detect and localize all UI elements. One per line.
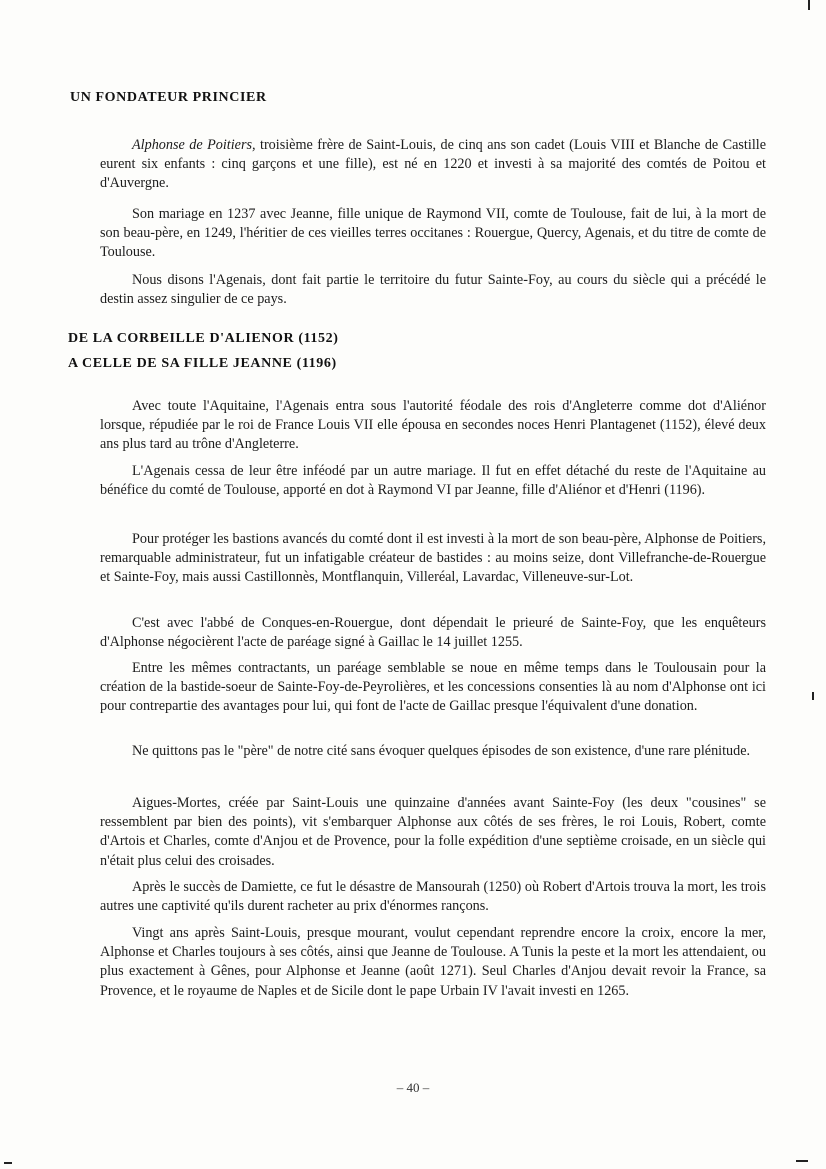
paragraph-infeode: L'Agenais cessa de leur être inféodé par un autre mariage. Il fut en effet détaché du reste de l'Aquitaine au bénéfice du comté de Toulouse, apporté en dot à Raymond VI par Jeanne, fille d'Aliénor et d'Henri (1196). [100,463,766,499]
paragraph-alphonse-intro [100,136,766,194]
paragraph-bastides: Pour protéger les bastions avancés du comté dont il est investi à la mort de son beau-père, Alphonse de Poitiers, remarquable administrateur, fut un infatigable créateur de bastides : au moins seize, dont Villefranche-de-Rouergue et Sainte-Foy, mais aussi Castillonnès, Montflanquin, Villeréal, Lavardac, Villeneuve-sur-Lot. [100,531,766,586]
paragraph-pareage-gaillac: C'est avec l'abbé de Conques-en-Rouergue, dont dépendait le prieuré de Sainte-Foy, que les enquêteurs d'Alphonse négocièrent l'acte de paréage signé à Gaillac le 14 juillet 1255. [100,615,766,651]
paragraph-aquitaine: Avec toute l'Aquitaine, l'Agenais entra sous l'autorité féodale des rois d'Angleterre comme dot d'Aliénor lorsque, répudiée par le roi de France Louis VII elle épousa en secondes noces Henri Plantagenet (1152), élevé deux ans plus tard au trône d'Angleterre. [100,398,766,453]
scan-edge-mark-bottom-right [796,1160,808,1162]
section-heading-fondateur: UN FONDATEUR PRINCIER [70,90,267,105]
paragraph-mariage: Son mariage en 1237 avec Jeanne, fille unique de Raymond VII, comte de Toulouse, fait de lui, à la mort de son beau-père, en 1249, l'héritier de ces vieilles terres occitanes : Rouergue, Quercy, Agenais, et du titre de comte de Toulouse. [100,206,766,261]
paragraph-pareage-toulousain: Entre les mêmes contractants, un paréage semblable se noue en même temps dans le Toulousain pour la création de la bastide-soeur de Sainte-Foy-de-Peyrolières, et les concessions consenties là au nom d'Alphonse ont ici pour contrepartie des avantages pour lui, qui font de l'acte de Gaillac presque l'équivalent d'une donation. [100,660,766,715]
page-number: – 40 – [396,1080,430,1095]
paragraph-name-italic: Alphonse de Poitiers, [132,137,256,153]
paragraph-agenais: Nous disons l'Agenais, dont fait partie le territoire du futur Sainte-Foy, au cours du siècle qui a précédé le destin assez singulier de ce pays. [100,272,766,308]
scan-edge-mark-right [812,692,814,700]
paragraph-damiette: Après le succès de Damiette, ce fut le désastre de Mansourah (1250) où Robert d'Artois trouva la mort, les trois autres une captivité qu'ils durent racheter au prix d'énormes rançons. [100,879,766,915]
paragraph-aigues-mortes: Aigues-Mortes, créée par Saint-Louis une quinzaine d'années avant Sainte-Foy (les deux "cousines" se ressemblent par bien des points), vit s'embarquer Alphonse aux côtés de ses frères, le roi Louis, Robert, comte d'Artois et Charles, comte d'Anjou et de Provence, pour la folle expédition d'une septième croisade, en un siècle qui n'était plus celui des croisades. [100,795,766,869]
section-heading-jeanne: A CELLE DE SA FILLE JEANNE (1196) [68,356,337,371]
scan-edge-mark-bottom-left [4,1162,12,1164]
paragraph-pere-cite: Ne quittons pas le "père" de notre cité sans évoquer quelques épisodes de son existence, d'une rare plénitude. [132,743,751,759]
section-heading-corbeille: DE LA CORBEILLE D'ALIENOR (1152) [68,331,339,346]
scan-edge-mark-top-right [808,0,810,10]
paragraph-intro-rest: troisième frère de Saint-Louis, de cinq ans son cadet (Louis VIII et Blanche de Castille eurent six enfants : cinq garçons et une fille), est né en 1220 et investi à sa majorité des comtés de Poitou et d'Auvergne. [100,137,766,192]
paragraph-tunis: Vingt ans après Saint-Louis, presque mourant, voulut cependant reprendre encore la croix, encore la mer, Alphonse et Charles toujours à ses côtés, ainsi que Jeanne de Toulouse. A Tunis la peste et la mort les attendaient, ou plus exactement à Gênes, pour Alphonse et Jeanne (août 1271). Seul Charles d'Anjou devait revoir la France, sa Provence, et le royaume de Naples et de Sicile dont le pape Urbain IV l'avait investi en 1265. [100,925,766,999]
